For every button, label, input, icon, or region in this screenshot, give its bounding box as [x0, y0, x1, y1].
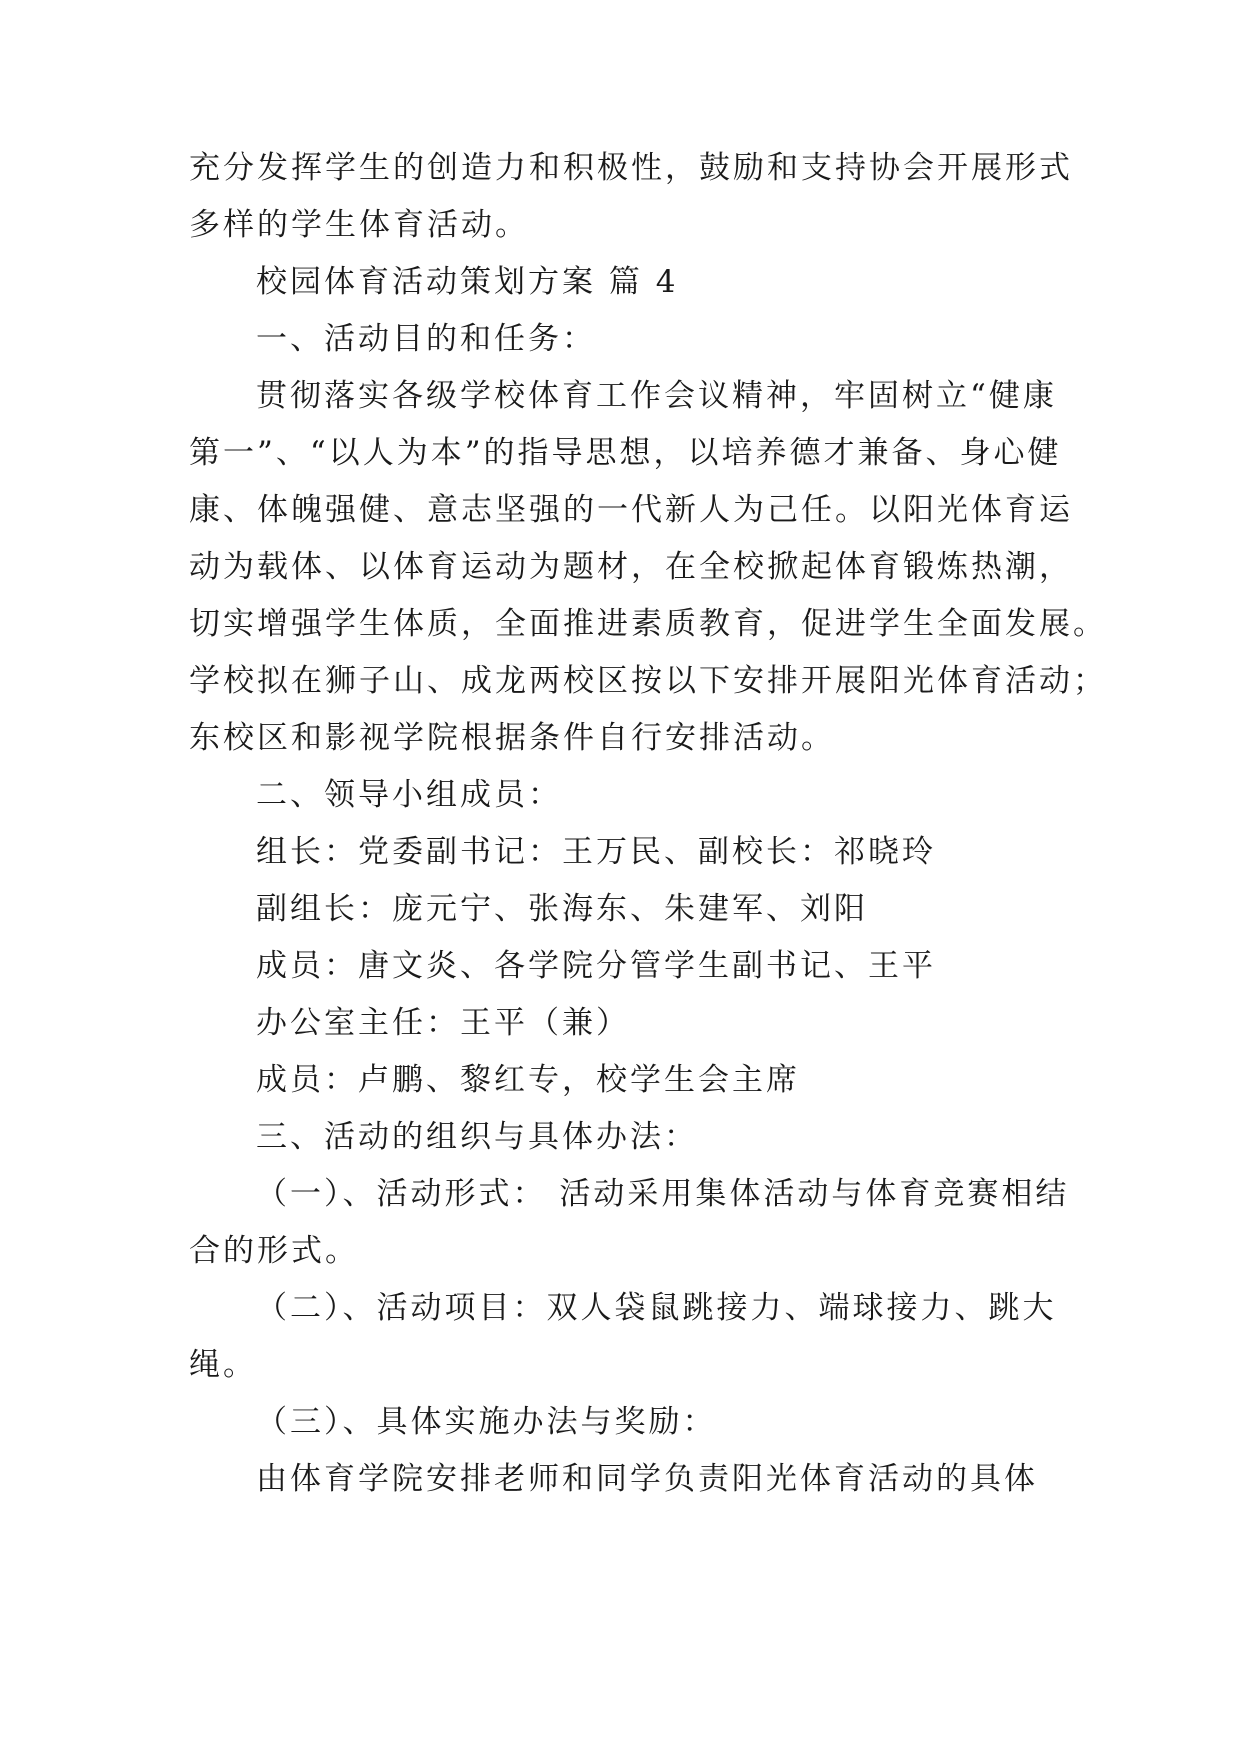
heading: 二、领导小组成员： [256, 777, 562, 813]
paragraph-line: （一）、活动形式： 活动采用集体活动与体育竞赛相结 [256, 1176, 1070, 1212]
paragraph-line: 动为载体、以体育运动为题材，在全校掀起体育锻炼热潮， [189, 549, 1073, 585]
paragraph-line: 充分发挥学生的创造力和积极性，鼓励和支持协会开展形式 [189, 150, 1073, 186]
paragraph-line: 切实增强学生体质，全面推进素质教育，促进学生全面发展。 [189, 606, 1107, 642]
member-line: 副组长：庞元宁、张海东、朱建军、刘阳 [256, 891, 868, 927]
paragraph-line: 东校区和影视学院根据条件自行安排活动。 [189, 720, 835, 756]
member-line: 成员：卢鹏、黎红专，校学生会主席 [256, 1062, 800, 1098]
member-line: 成员：唐文炎、各学院分管学生副书记、王平 [256, 948, 936, 984]
paragraph-line: 合的形式。 [189, 1233, 359, 1269]
paragraph-line: 学校拟在狮子山、成龙两校区按以下安排开展阳光体育活动； [189, 663, 1107, 699]
section-title: 校园体育活动策划方案 篇 4 [256, 264, 679, 300]
paragraph-line: 康、体魄强健、意志坚强的一代新人为己任。以阳光体育运 [189, 492, 1073, 528]
paragraph-line: 贯彻落实各级学校体育工作会议精神，牢固树立“健康 [256, 378, 1057, 414]
paragraph-line: 多样的学生体育活动。 [189, 207, 529, 243]
heading: 三、活动的组织与具体办法： [256, 1119, 698, 1155]
member-line: 办公室主任：王平（兼） [256, 1005, 630, 1041]
heading: 一、活动目的和任务： [256, 321, 596, 357]
paragraph-line: 由体育学院安排老师和同学负责阳光体育活动的具体 [256, 1461, 1038, 1497]
heading: （三）、具体实施办法与奖励： [256, 1404, 717, 1440]
paragraph-line: （二）、活动项目：双人袋鼠跳接力、端球接力、跳大 [256, 1290, 1057, 1326]
member-line: 组长：党委副书记：王万民、副校长：祁晓玲 [256, 834, 936, 870]
paragraph-line: 第一”、“以人为本”的指导思想，以培养德才兼备、身心健 [189, 435, 1062, 471]
paragraph-line: 绳。 [189, 1347, 257, 1383]
